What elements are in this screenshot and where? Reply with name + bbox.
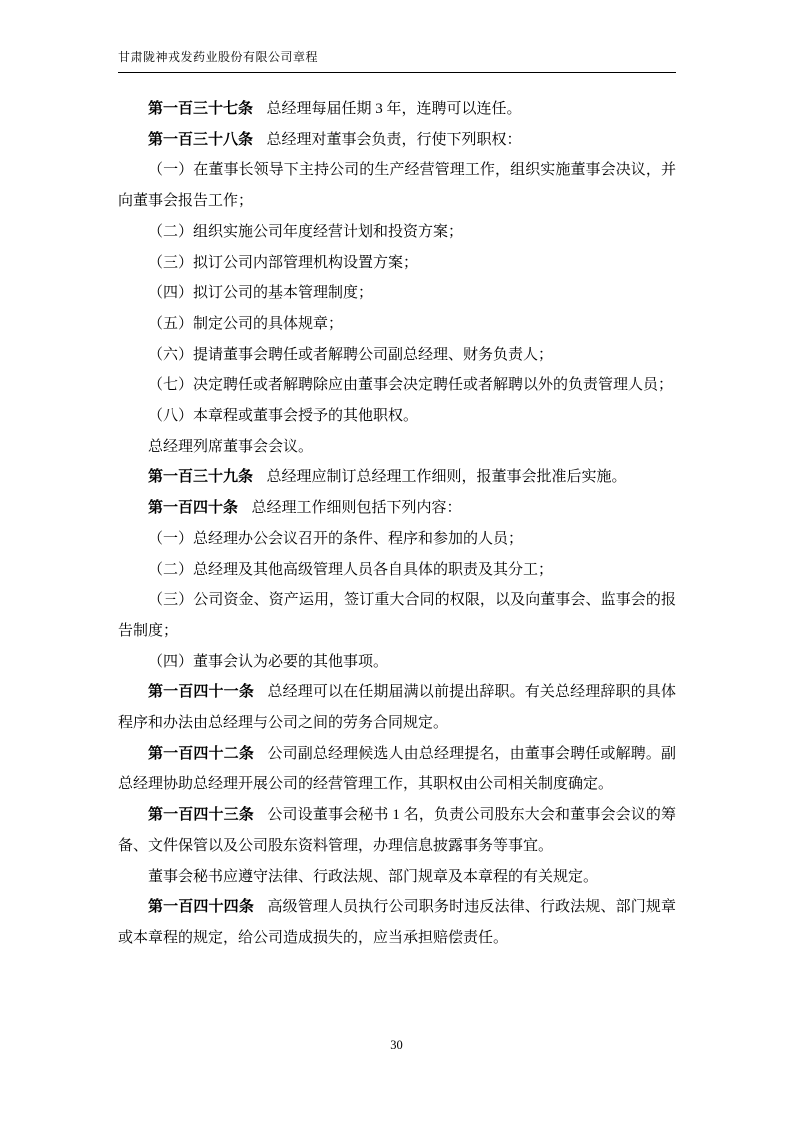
article-paragraph bbox=[118, 462, 676, 493]
body-paragraph bbox=[118, 340, 676, 371]
article-paragraph bbox=[118, 493, 676, 524]
body-paragraph bbox=[118, 862, 676, 893]
page-number: 30 bbox=[390, 1038, 403, 1052]
article-number: 第一百三十九条 bbox=[148, 469, 254, 486]
paragraph-text: 总经理可以在任期届满以前提出辞职。有关总经理辞职的具体程序和办法由总经理与公司之间的劳务合同规定。 bbox=[118, 684, 676, 732]
paragraph-text: （三）公司资金、资产运用，签订重大合同的权限，以及向董事会、监事会的报告制度； bbox=[118, 592, 676, 639]
article-number: 第一百四十条 bbox=[148, 500, 239, 517]
document-header-title: 甘肃陇神戎发药业股份有限公司章程 bbox=[118, 50, 319, 64]
paragraph-text: （三）拟订公司内部管理机构设置方案； bbox=[148, 254, 419, 271]
body-paragraph bbox=[118, 401, 676, 432]
paragraph-text: （四）拟订公司的基本管理制度； bbox=[148, 285, 374, 302]
article-paragraph bbox=[118, 739, 676, 800]
paragraph-text: （四）董事会认为必要的其他事项。 bbox=[148, 653, 389, 670]
article-number: 第一百三十八条 bbox=[148, 131, 254, 148]
body-paragraph bbox=[118, 555, 676, 586]
paragraph-text: 总经理每届任期 3 年，连聘可以连任。 bbox=[266, 101, 522, 117]
body-paragraph bbox=[118, 217, 676, 248]
body-paragraph bbox=[118, 155, 676, 216]
body-paragraph bbox=[118, 248, 676, 279]
document-footer bbox=[0, 1038, 793, 1053]
document-body bbox=[118, 94, 676, 954]
document-header bbox=[118, 48, 676, 73]
paragraph-text: 总经理工作细则包括下列内容： bbox=[251, 500, 462, 517]
paragraph-text: （六）提请董事会聘任或者解聘公司副总经理、财务负责人； bbox=[148, 346, 554, 363]
body-paragraph bbox=[118, 309, 676, 340]
paragraph-text: （二）总经理及其他高级管理人员各自具体的职责及其分工； bbox=[148, 561, 554, 578]
paragraph-text: 总经理列席董事会会议。 bbox=[148, 438, 314, 455]
body-paragraph bbox=[118, 278, 676, 309]
paragraph-text: （一）在董事长领导下主持公司的生产经营管理工作，组织实施董事会决议，并向董事会报告工作； bbox=[118, 162, 676, 210]
body-paragraph bbox=[118, 432, 676, 463]
paragraph-text: 公司设董事会秘书 1 名，负责公司股东大会和董事会会议的筹备、文件保管以及公司股东资料管理，办理信息披露事务等事宜。 bbox=[118, 807, 676, 854]
body-paragraph bbox=[118, 647, 676, 678]
article-paragraph bbox=[118, 892, 676, 953]
body-paragraph bbox=[118, 370, 676, 401]
article-number: 第一百四十一条 bbox=[148, 684, 254, 701]
article-paragraph bbox=[118, 94, 676, 125]
article-paragraph bbox=[118, 125, 676, 156]
article-number: 第一百四十二条 bbox=[148, 745, 254, 762]
paragraph-text: （七）决定聘任或者解聘除应由董事会决定聘任或者解聘以外的负责管理人员； bbox=[148, 377, 674, 394]
paragraph-text: 总经理对董事会负责，行使下列职权： bbox=[266, 131, 522, 148]
paragraph-text: 公司副总经理候选人由总经理提名，由董事会聘任或解聘。副总经理协助总经理开展公司的经营管理工作，其职权由公司相关制度确定。 bbox=[118, 745, 676, 793]
article-number: 第一百四十三条 bbox=[148, 807, 254, 824]
paragraph-text: 总经理应制订总经理工作细则，报董事会批准后实施。 bbox=[266, 469, 627, 486]
paragraph-text: 董事会秘书应遵守法律、行政法规、部门规章及本章程的有关规定。 bbox=[148, 868, 599, 885]
article-number: 第一百三十七条 bbox=[148, 101, 254, 117]
article-paragraph bbox=[118, 800, 676, 861]
paragraph-text: 高级管理人员执行公司职务时违反法律、行政法规、部门规章或本章程的规定，给公司造成损失的，应当承担赔偿责任。 bbox=[118, 899, 676, 946]
article-paragraph bbox=[118, 677, 676, 738]
body-paragraph bbox=[118, 585, 676, 646]
article-number: 第一百四十四条 bbox=[148, 899, 254, 916]
body-paragraph bbox=[118, 524, 676, 555]
paragraph-text: （一）总经理办公会议召开的条件、程序和参加的人员； bbox=[148, 530, 524, 547]
paragraph-text: （二）组织实施公司年度经营计划和投资方案； bbox=[148, 223, 464, 240]
paragraph-text: （五）制定公司的具体规章； bbox=[148, 315, 344, 332]
paragraph-text: （八）本章程或董事会授予的其他职权。 bbox=[148, 408, 419, 425]
